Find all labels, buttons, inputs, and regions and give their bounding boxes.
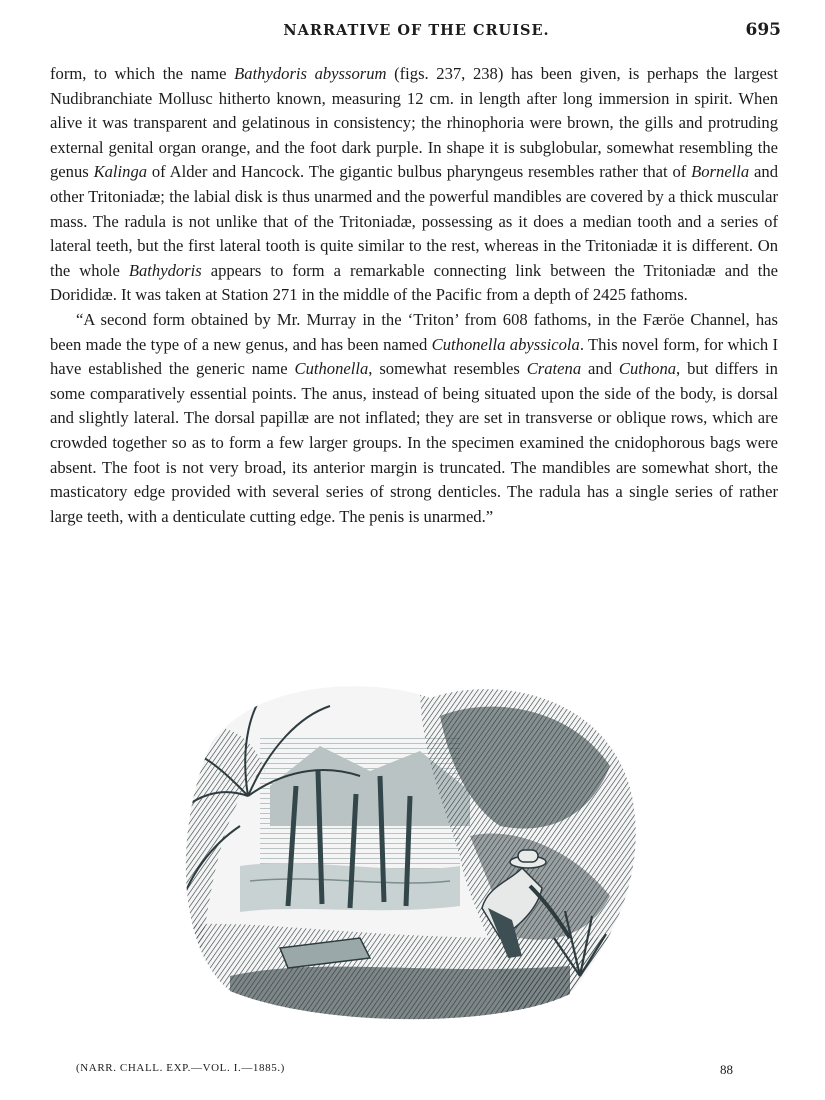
genus-name-italic: Cuthona <box>618 359 677 379</box>
genus-name-italic: Kalinga <box>93 162 148 182</box>
text-run: and other Tritoniadæ; the labial disk is thus unarmed and the powerful mandibles are covered by a thick muscular mass. The radula is not unlike that of the Tritoniadæ, possessing as it does a median tooth and a series of lateral teeth, but the first lateral tooth is quite similar to the rest, whereas in the Tritoniadæ it is different. On the whole <box>50 162 778 280</box>
signature-imprint: (NARR. CHALL. EXP.—VOL. I.—1885.) <box>76 1062 285 1074</box>
species-name-italic: Cuthonella abyssicola <box>431 334 580 354</box>
genus-name-italic: Cuthonella <box>294 359 369 379</box>
text-run: of Alder and Hancock. The gigantic bulbus pharyngeus resembles rather that of <box>147 162 692 182</box>
page-number: 695 <box>745 20 781 40</box>
forest-scene-engraving <box>170 676 640 1021</box>
text-run: and <box>581 359 619 379</box>
body-text <box>50 62 778 529</box>
text-run: , but differs in some comparatively essential points. The anus, instead of being situated upon the side of the body, is dorsal and slightly lateral. The dorsal papillæ are not inflated; they are set in transverse or oblique rows, which are crowded together so as to form a few larger groups. In the specimen examined the cnidophorous bags were absent. The foot is not very broad, its anterior margin is truncated. The mandibles are somewhat short, the masticatory edge provided with several series of strong denticles. The radula has a single series of rather large teeth, with a denticulate cutting edge. The penis is unarmed.” <box>50 359 778 526</box>
engraving-illustration <box>170 676 640 1021</box>
page-header <box>52 22 781 46</box>
text-run: (figs. 237, 238) has been given, is perhaps the largest Nudibranchiate Mollusc hitherto known, measuring 12 cm. in length after long immersion in spirit. When alive it was transparent and gelatinous in consistency; the rhinophoria were brown, the gills and protruding external genital organ orange, and the foot dark purple. In shape it is subglobular, somewhat resembling the genus <box>50 64 778 182</box>
text-run: form, to which the name <box>50 64 235 83</box>
sheet-number: 88 <box>720 1062 733 1077</box>
paragraph-bathydoris <box>50 62 778 308</box>
genus-name-italic: Bathydoris <box>128 260 202 280</box>
text-run: appears to form a remarkable connecting link between the Tritoniadæ and the Dorididæ. It was taken at Station 271 in the middle of the Pacific from a depth of 2425 fathoms. <box>50 260 778 305</box>
paragraph-cuthonella <box>50 308 778 529</box>
species-name-italic: Bathydoris abyssorum <box>234 64 387 83</box>
text-run: . This novel form, for which I have established the generic name <box>50 334 778 379</box>
page-footer <box>76 1062 733 1082</box>
genus-name-italic: Cratena <box>526 359 582 379</box>
text-run: “A second form obtained by Mr. Murray in the ‘Triton’ from 608 fathoms, in the Færöe Channel, has been made the type of a new genus, and has been named <box>50 309 778 354</box>
genus-name-italic: Bornella <box>691 162 750 182</box>
text-run: , somewhat resembles <box>368 359 527 379</box>
running-title: NARRATIVE OF THE CRUISE. <box>283 22 550 39</box>
